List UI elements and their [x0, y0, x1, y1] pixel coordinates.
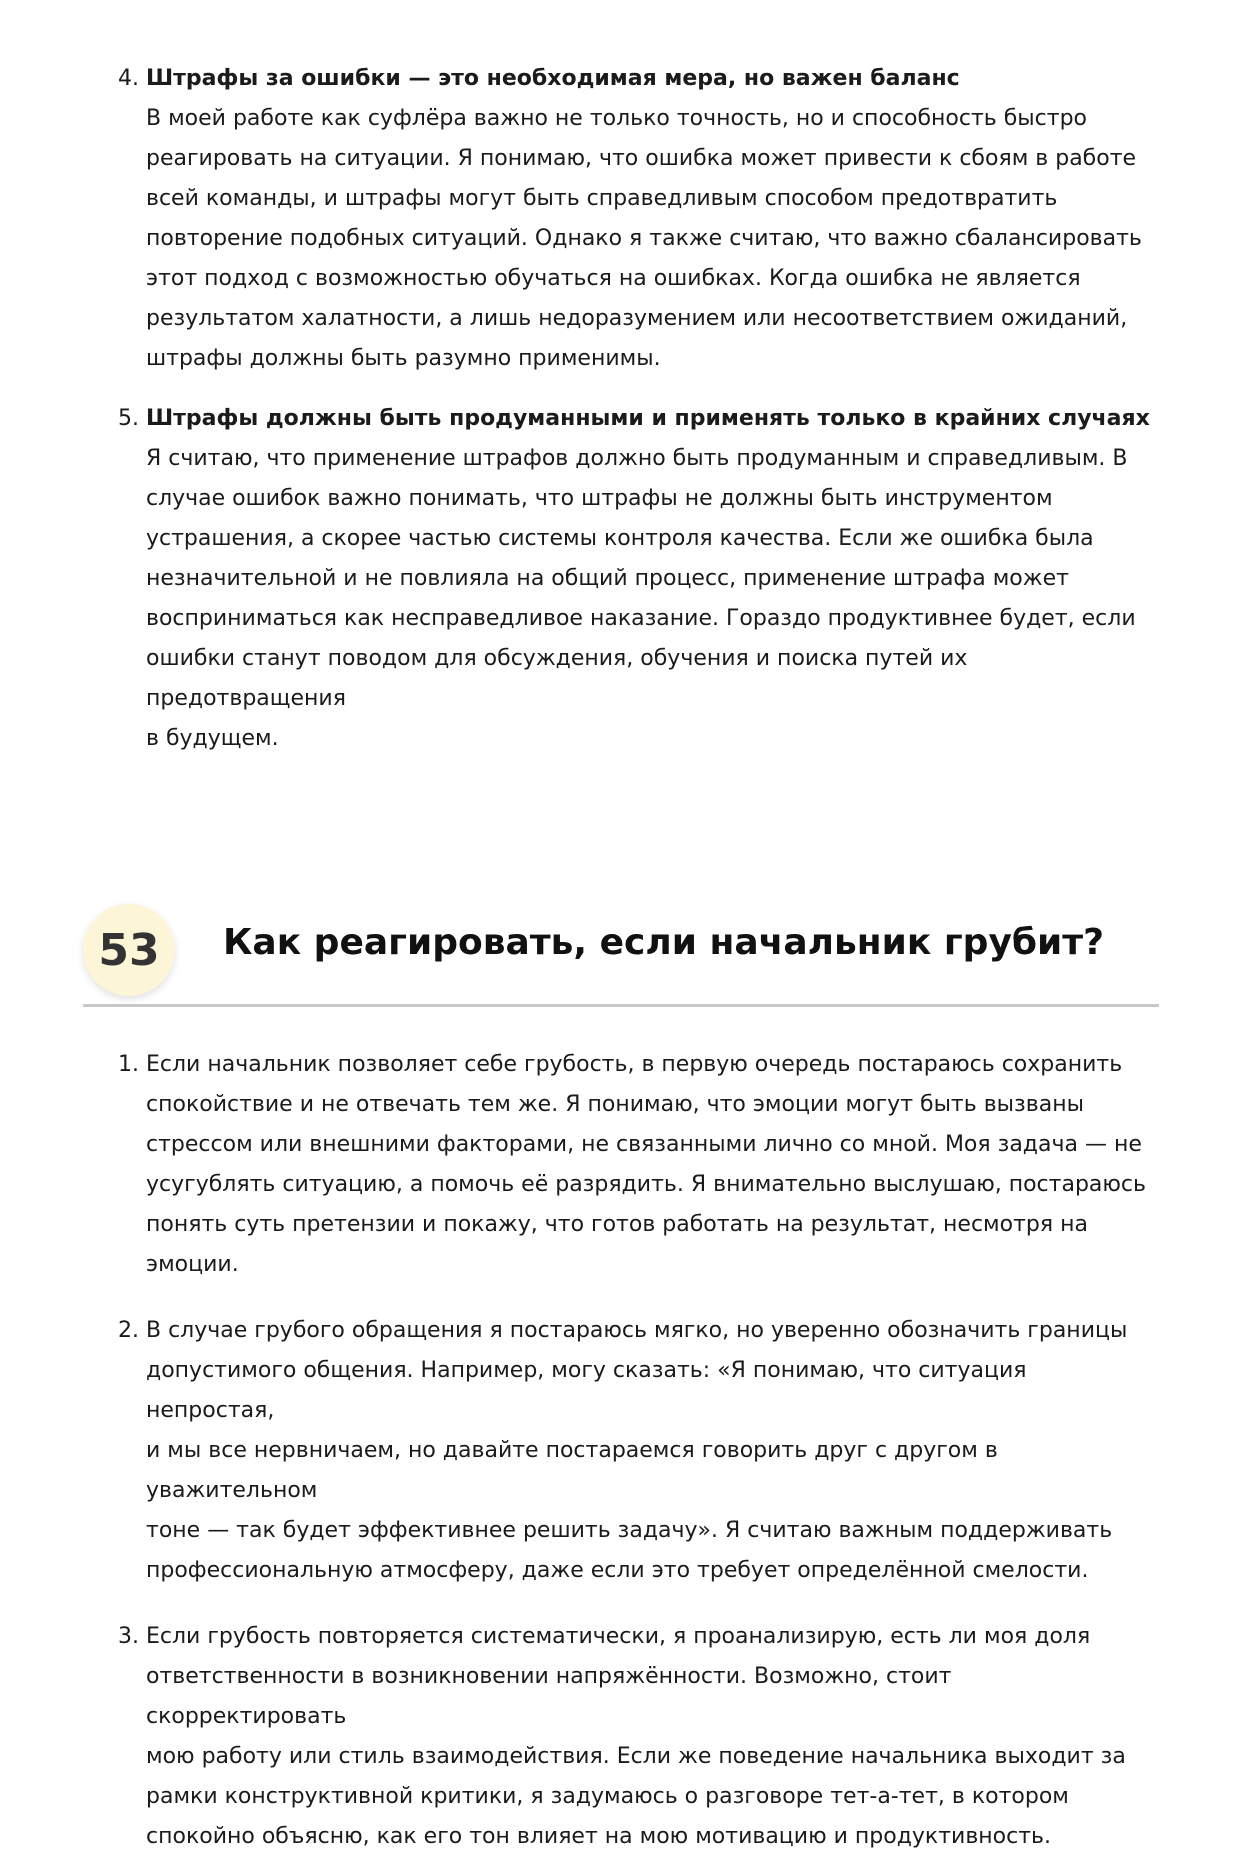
section-number-badge: 53 — [83, 904, 175, 996]
item-heading: Штрафы должны быть продуманными и применять только в крайних случаях — [146, 406, 1150, 431]
text-line: устрашения, а скорее частью системы контроля качества. Если же ошибка была — [146, 526, 1094, 551]
item-number: 3. — [118, 1624, 139, 1649]
text-line: рамки конструктивной критики, я задумаюсь о разговоре тет-а-тет, в котором — [146, 1784, 1069, 1809]
text-line: тоне — так будет эффективнее решить задачу». Я считаю важным поддерживать — [146, 1518, 1113, 1543]
item-number: 2. — [118, 1318, 139, 1343]
text-line: Если грубость повторяется систематически, я проанализирую, есть ли моя доля — [146, 1624, 1091, 1649]
text-line: ошибки станут поводом для обсуждения, обучения и поиска путей их предотвращения — [146, 646, 968, 711]
item-number: 5. — [118, 406, 139, 431]
text-line: Я считаю, что применение штрафов должно быть продуманным и справедливым. В — [146, 446, 1128, 471]
text-line: повторение подобных ситуаций. Однако я также считаю, что важно сбалансировать — [146, 226, 1142, 251]
text-line: Если начальник позволяет себе грубость, в первую очередь постараюсь сохранить — [146, 1052, 1123, 1077]
top-numbered-list — [118, 59, 1158, 759]
text-line: штрафы должны быть разумно применимы. — [146, 346, 661, 371]
section-divider — [83, 1004, 1159, 1007]
text-line: усугублять ситуацию, а помочь её разрядить. Я внимательно выслушаю, постараюсь — [146, 1172, 1146, 1197]
text-line: всей команды, и штрафы могут быть справедливым способом предотвратить — [146, 186, 1058, 211]
text-line: незначительной и не повлияла на общий процесс, применение штрафа может — [146, 566, 1069, 591]
text-line: ответственности в возникновении напряжённости. Возможно, стоит скорректировать — [146, 1664, 952, 1729]
list-item — [118, 59, 1158, 379]
text-line: допустимого общения. Например, могу сказать: «Я понимаю, что ситуация непростая, — [146, 1358, 1027, 1423]
text-line: этот подход с возможностью обучаться на ошибках. Когда ошибка не является — [146, 266, 1081, 291]
section-header — [83, 892, 1159, 1012]
text-line: профессиональную атмосферу, даже если это требует определённой смелости. — [146, 1558, 1089, 1583]
text-line: реагировать на ситуации. Я понимаю, что ошибка может привести к сбоям в работе — [146, 146, 1137, 171]
text-line: понять суть претензии и покажу, что готов работать на результат, несмотря на эмоции. — [146, 1212, 1088, 1277]
list-item — [118, 399, 1158, 759]
answer-numbered-list — [118, 1045, 1158, 1857]
text-line: стрессом или внешними факторами, не связанными лично со мной. Моя задача — не — [146, 1132, 1142, 1157]
item-number: 1. — [118, 1052, 139, 1077]
text-line: случае ошибок важно понимать, что штрафы не должны быть инструментом — [146, 486, 1053, 511]
text-line: мою работу или стиль взаимодействия. Если же поведение начальника выходит за — [146, 1744, 1126, 1769]
text-line: спокойствие и не отвечать тем же. Я понимаю, что эмоции могут быть вызваны — [146, 1092, 1084, 1117]
text-line: В моей работе как суфлёра важно не только точность, но и способность быстро — [146, 106, 1088, 131]
list-item — [118, 1045, 1158, 1285]
text-line: в будущем. — [146, 726, 279, 751]
text-line: результатом халатности, а лишь недоразумением или несоответствием ожиданий, — [146, 306, 1128, 331]
text-line: спокойно объясню, как его тон влияет на мою мотивацию и продуктивность. — [146, 1824, 1052, 1849]
text-line: восприниматься как несправедливое наказание. Гораздо продуктивнее будет, если — [146, 606, 1136, 631]
list-item — [118, 1617, 1158, 1857]
item-heading: Штрафы за ошибки — это необходимая мера, но важен баланс — [146, 66, 960, 91]
section-title: Как реагировать, если начальник грубит? — [223, 922, 1105, 963]
item-number: 4. — [118, 66, 139, 91]
text-line: и мы все нервничаем, но давайте постараемся говорить друг с другом в уважительном — [146, 1438, 998, 1503]
list-item — [118, 1311, 1158, 1591]
text-line: В случае грубого обращения я постараюсь мягко, но уверенно обозначить границы — [146, 1318, 1128, 1343]
